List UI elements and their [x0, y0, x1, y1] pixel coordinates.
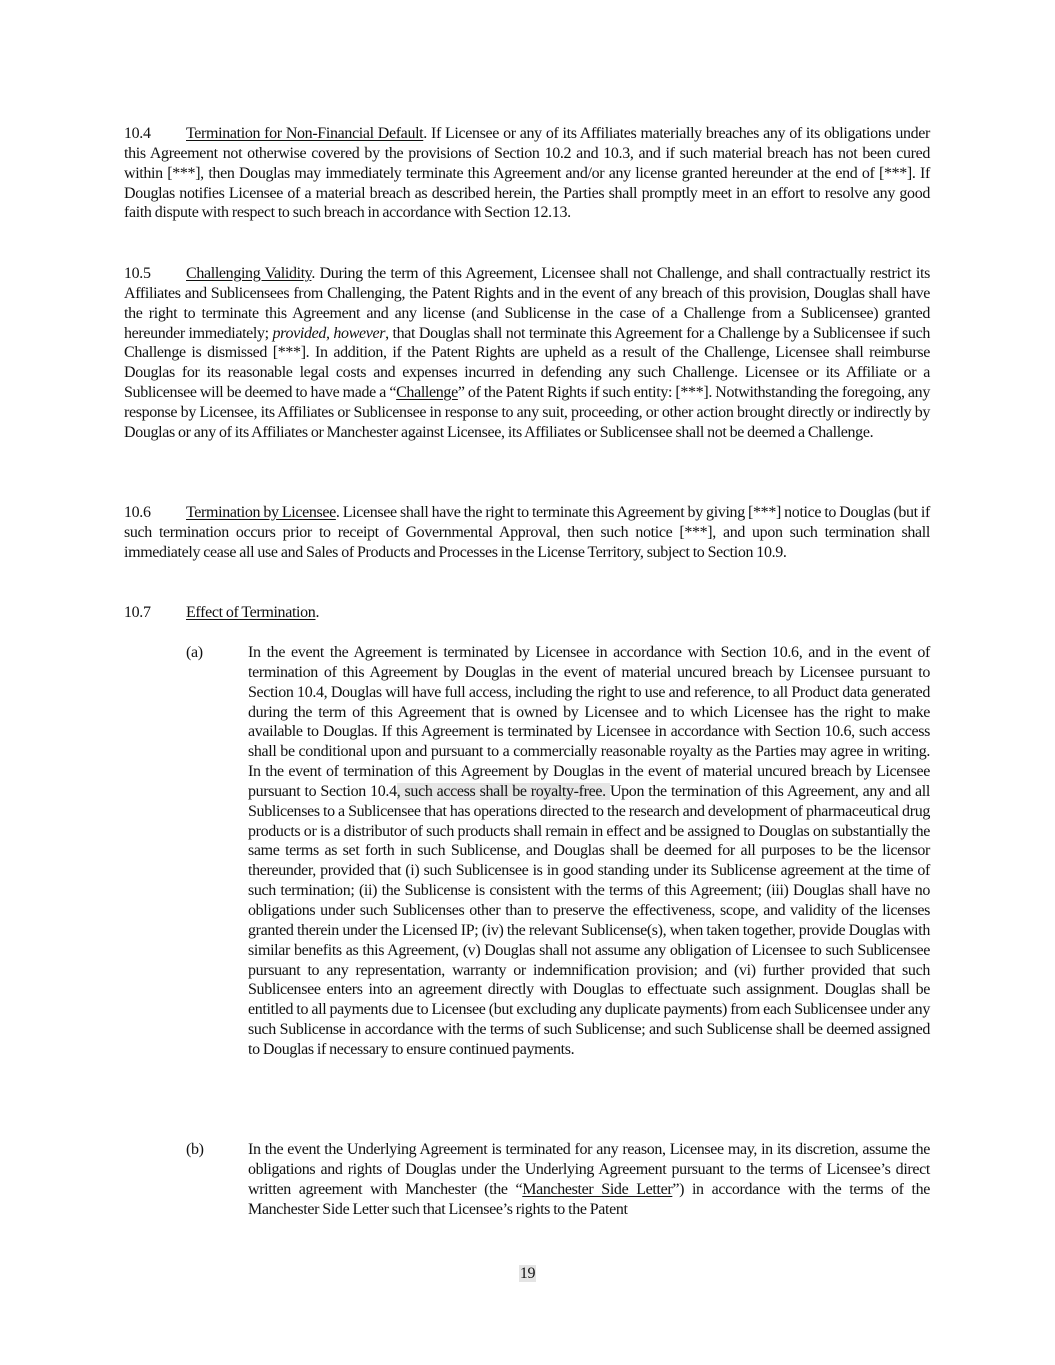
section-number: 10.4: [124, 125, 151, 142]
section-heading: Termination for Non-Financial Default: [186, 125, 424, 142]
section-10-7: [124, 603, 930, 623]
section-10-6: [124, 503, 930, 563]
highlighted-text: , such access shall be royalty-free.: [396, 782, 610, 800]
section-10-5: [124, 264, 930, 443]
subsection-b: [186, 1140, 930, 1219]
italic-proviso: provided, however: [272, 324, 386, 342]
heading-period: .: [315, 604, 320, 621]
section-text: , that Douglas shall not terminate this Agreement for a Challenge by a Sublicensee if such Challenge is dismissed [***]. In addition, if the Patent Rights are upheld as a result of the Challenge, Licensee shall reimburse Douglas for its reasonable legal costs and expenses incurred in defending any such Challenge. Licensee or its Affiliate or a Sublicensee will be deemed to have made a “: [124, 324, 930, 402]
section-text: . Licensee shall have the right to terminate this Agreement by giving [***] notice to Douglas (but if such termination occurs prior to receipt of Governmental Approval, then such notice [***], and upon such termination shall immediately cease all use and Sales of Products and Processes in the License Territory, subject to Section 10.9.: [124, 504, 930, 561]
text-segment: Upon the termination of this Agreement, any and all Sublicenses to a Sublicensee that has operations directed to the research and development of pharmaceutical drug products or is a distributor of such products shall remain in effect and be assigned to Douglas on substantially the same terms as set forth in such Sublicense, and Douglas shall be deemed for all purposes to be the licensor thereunder, provided that (i) such Sublicensee is in good standing under its Sublicense agreement at the time of such termination; (ii) the Sublicense is consistent with the terms of this Agreement; (iii) Douglas shall have no obligations under such Sublicenses other than to preserve the effectiveness, scope, and validity of the licenses granted therein under the Licensed IP; (iv) the relevant Sublicense(s), when taken together, provide Douglas with similar benefits as this Agreement, (v) Douglas shall not assume any obligation of Licensee to such Sublicensee pursuant to any representation, warranty or indemnification provision; and (vi) further provided that such Sublicensee enters into an agreement directly with Douglas to effectuate such assignment. Douglas shall be entitled to all payments due to Licensee (but excluding any duplicate payments) from each Sublicensee under any such Sublicense in accordance with the terms of such Sublicense; and such Sublicense shall be deemed assigned to Douglas if necessary to ensure continued payments.: [248, 782, 930, 1058]
subsection-label: (b): [186, 1141, 204, 1158]
subsection-text: [248, 643, 930, 1060]
defined-term: Manchester Side Letter: [522, 1180, 673, 1198]
text-segment: ”) in accordance with the terms of the Manchester Side Letter such that Licensee’s rights to the Patent: [248, 1180, 930, 1218]
section-heading: Termination by Licensee: [186, 504, 336, 521]
subsection-a: [186, 643, 930, 1060]
section-number: 10.6: [124, 504, 151, 521]
defined-term: Challenge: [396, 384, 458, 402]
section-heading: Challenging Validity: [186, 265, 312, 282]
page-number-text: 19: [519, 1265, 536, 1282]
section-number: 10.5: [124, 265, 151, 282]
section-number: 10.7: [124, 604, 151, 621]
section-text: . During the term of this Agreement, Licensee shall not Challenge, and shall contractually restrict its Affiliates and Sublicensees from Challenging, the Patent Rights and in the event of any breach of this provision, Douglas shall have the right to terminate this Agreement and any license (and Sublicense in the case of a Challenge from a Sublicensee) granted hereunder immediately;: [124, 265, 930, 342]
section-text: ” of the Patent Rights if such entity: [***]. Notwithstanding the foregoing, any response by Licensee, its Affiliates or Sublicensee in response to any suit, proceeding, or other action brought directly or indirectly by Douglas or any of its Affiliates or Manchester against Licensee, its Affiliates or Sublicensee shall not be deemed a Challenge.: [124, 384, 930, 441]
text-segment: In the event the Agreement is terminated by Licensee in accordance with Section 10.6, and in the event of termination of this Agreement by Douglas in the event of material uncured breach by Licensee pursuant to Section 10.4, Douglas will have full access, including the right to use and reference, to all Product data generated during the term of this Agreement that is owned by Licensee and to which Licensee has the right to make available to Douglas. If this Agreement is terminated by Licensee in accordance with Section 10.6, such access shall be conditional upon and pursuant to a commercially reasonable royalty as the Parties may agree in writing. In the event of termination of this Agreement by Douglas in the event of material uncured breach by Licensee pursuant to Section 10.4: [248, 644, 930, 800]
subsection-text: [248, 1140, 930, 1219]
subsection-label: (a): [186, 644, 203, 661]
section-text: . If Licensee or any of its Affiliates materially breaches any of its obligations under this Agreement not otherwise covered by the provisions of Section 10.2 and 10.3, and if such material breach has not been cured within [***], then Douglas may immediately terminate this Agreement and/or any license granted hereunder at the end of [***]. If Douglas notifies Licensee of a material breach as described herein, the Parties shall promptly meet in an effort to resolve any good faith dispute with respect to such breach in accordance with Section 12.13.: [124, 125, 930, 222]
page-number: [0, 1265, 1055, 1283]
text-segment: In the event the Underlying Agreement is terminated for any reason, Licensee may, in its discretion, assume the obligations and rights of Douglas under the Underlying Agreement pursuant to the terms of Licensee’s direct written agreement with Manchester (the “: [248, 1141, 930, 1198]
section-heading: Effect of Termination: [186, 604, 316, 621]
section-10-4: [124, 124, 930, 223]
